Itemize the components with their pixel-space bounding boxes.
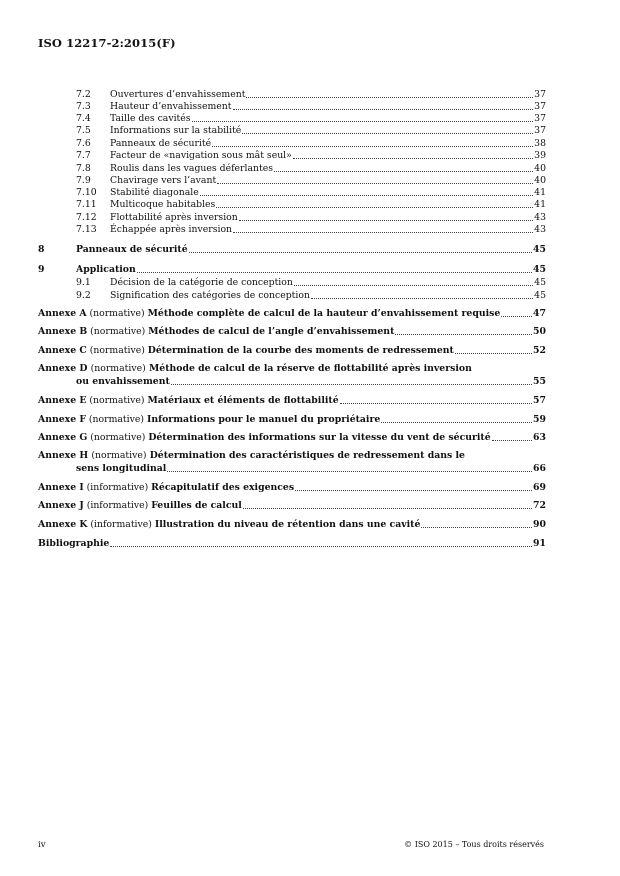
toc-page: 72 (533, 500, 546, 511)
leader-dots (137, 272, 532, 273)
annex-kind: (informative) (86, 482, 149, 493)
toc-title: Détermination des caractéristiques de redressement dans le (149, 450, 465, 461)
toc-title: Facteur de «navigation sous mât seul» (110, 150, 292, 161)
toc-page: 69 (533, 482, 546, 493)
leader-dots (294, 285, 533, 286)
annex-label: Annexe H (38, 450, 89, 461)
leader-dots (216, 207, 533, 208)
toc-title: Matériaux et éléments de flottabilité (147, 395, 339, 406)
leader-dots (189, 252, 532, 253)
toc-page: 40 (534, 163, 546, 174)
toc-title: Application (76, 264, 136, 275)
toc-entry-annex-e[interactable] (38, 393, 546, 406)
toc-number: 7.11 (76, 199, 97, 210)
annex-label: Annexe F (38, 414, 86, 425)
toc-title: Informations pour le manuel du propriétaire (147, 414, 381, 425)
toc-number: 7.7 (76, 150, 91, 161)
document-id: ISO 12217-2:2015(F) (38, 36, 176, 50)
toc-page: 45 (534, 277, 546, 288)
annex-label: Annexe J (38, 500, 84, 511)
annex-label: Annexe I (38, 482, 84, 493)
toc-page: 45 (533, 264, 546, 275)
toc-number: 7.13 (76, 224, 97, 235)
annex-kind: (normative) (88, 414, 145, 425)
toc-page: 37 (534, 113, 546, 124)
toc-page: 41 (534, 187, 546, 198)
leader-dots (395, 334, 532, 335)
toc-entry-annex-i[interactable] (38, 480, 546, 493)
annex-kind: (informative) (90, 519, 152, 530)
toc-number: 7.5 (76, 125, 91, 136)
toc-title: Récapitulatif des exigences (151, 482, 295, 493)
toc-entry-annex-h-line1[interactable] (38, 450, 465, 461)
toc-page: 63 (533, 432, 546, 443)
toc-title: Méthodes de calcul de l’angle d’envahissement (148, 326, 395, 337)
toc-page: 39 (534, 150, 546, 161)
leader-dots (293, 158, 533, 159)
leader-dots (200, 195, 533, 196)
toc-title: Hauteur d’envahissement (110, 101, 232, 112)
toc-entry-annex-b[interactable] (38, 324, 546, 337)
toc-entry-7-5[interactable] (76, 123, 546, 136)
annex-kind: (informative) (86, 500, 149, 511)
toc-title: Multicoque habitables (110, 199, 216, 210)
toc-title: Signification des catégories de conception (110, 290, 310, 301)
leader-dots (233, 232, 533, 233)
toc-page: 59 (533, 414, 546, 425)
toc-page: 43 (534, 212, 546, 223)
toc-entry-9-2[interactable] (76, 288, 546, 301)
toc-number: 7.9 (76, 175, 91, 186)
toc-title: Illustration du niveau de rétention dans une cavité (154, 519, 421, 530)
toc-entry-annex-g[interactable] (38, 430, 546, 443)
leader-dots (274, 171, 533, 172)
toc-entry-7-13[interactable] (76, 222, 546, 235)
annex-kind: (normative) (89, 345, 145, 356)
toc-number: 7.12 (76, 212, 97, 223)
leader-dots (421, 527, 532, 528)
toc-title: Flottabilité après inversion (110, 212, 238, 223)
toc-entry-annex-c[interactable] (38, 343, 546, 356)
leader-dots (340, 403, 532, 404)
toc-page: 40 (534, 175, 546, 186)
annex-label: Annexe D (38, 363, 88, 374)
toc-title: Échappée après inversion (110, 224, 233, 235)
leader-dots (239, 220, 533, 221)
toc-page: 43 (534, 224, 546, 235)
toc-number: 7.6 (76, 138, 91, 149)
toc-number: 7.3 (76, 101, 91, 112)
toc-entry-annex-j[interactable] (38, 498, 546, 511)
toc-title: Chavirage vers l’avant (110, 175, 217, 186)
leader-dots (492, 440, 532, 441)
toc-entry-annex-h[interactable] (76, 461, 546, 474)
leader-dots (212, 146, 533, 147)
annex-kind: (normative) (90, 363, 146, 374)
toc-page: 47 (533, 308, 546, 319)
annex-label: Annexe A (38, 308, 87, 319)
annex-kind: (normative) (91, 450, 147, 461)
annex-label: Annexe B (38, 326, 88, 337)
annex-label: Annexe G (38, 432, 88, 443)
leader-dots (217, 183, 533, 184)
toc-page: 41 (534, 199, 546, 210)
toc-title: Feuilles de calcul (151, 500, 242, 511)
toc-number: 7.4 (76, 113, 91, 124)
annex-kind: (normative) (89, 308, 145, 319)
leader-dots (381, 422, 532, 423)
leader-dots (501, 316, 532, 317)
toc-page: 45 (533, 244, 546, 255)
page-number: iv (38, 840, 46, 850)
toc-entry-7-11[interactable] (76, 197, 546, 210)
toc-title: Méthode de calcul de la réserve de flottabilité après inversion (149, 363, 472, 374)
toc-page: 37 (534, 89, 546, 100)
annex-kind: (normative) (89, 395, 145, 406)
toc-title: Détermination des informations sur la vitesse du vent de sécurité (148, 432, 491, 443)
toc-entry-annex-d-line1[interactable] (38, 363, 472, 374)
toc-entry-bibliography[interactable] (38, 536, 546, 549)
toc-page: 91 (533, 538, 546, 549)
toc-number: 9 (38, 264, 45, 275)
toc-page: 37 (534, 101, 546, 112)
toc-page: 37 (534, 125, 546, 136)
toc-entry-7-7[interactable] (76, 148, 546, 161)
leader-dots (192, 121, 534, 122)
toc-title: Taille des cavités (110, 113, 191, 124)
toc-page: 90 (533, 519, 546, 530)
toc-title: Roulis dans les vagues déferlantes (110, 163, 273, 174)
toc-title: Stabilité diagonale (110, 187, 199, 198)
toc-title: Bibliographie (38, 538, 110, 549)
toc-number: 7.2 (76, 89, 91, 100)
leader-dots (311, 298, 533, 299)
leader-dots (167, 471, 532, 472)
leader-dots (110, 546, 532, 547)
toc-page: 57 (533, 395, 546, 406)
toc-title: Informations sur la stabilité (110, 125, 242, 136)
toc-title: Détermination de la courbe des moments de redressement (147, 345, 454, 356)
toc-number: 9.2 (76, 290, 91, 301)
annex-kind: (normative) (90, 326, 146, 337)
toc-page: 45 (534, 290, 546, 301)
leader-dots (246, 97, 533, 98)
toc-title-cont: sens longitudinal (76, 463, 167, 474)
toc-entry-9[interactable] (38, 262, 546, 275)
toc-title: Méthode complète de calcul de la hauteur d’envahissement requise (147, 308, 501, 319)
toc-entry-8[interactable] (38, 242, 546, 255)
toc-title: Panneaux de sécurité (110, 138, 212, 149)
toc-title: Panneaux de sécurité (76, 244, 188, 255)
toc-title: Décision de la catégorie de conception (110, 277, 293, 288)
leader-dots (233, 109, 534, 110)
toc-page: 50 (533, 326, 546, 337)
toc-page: 66 (533, 463, 546, 474)
toc-number: 7.8 (76, 163, 91, 174)
annex-label: Annexe K (38, 519, 88, 530)
toc-number: 7.10 (76, 187, 97, 198)
annex-kind: (normative) (90, 432, 146, 443)
leader-dots (295, 490, 532, 491)
leader-dots (171, 384, 532, 385)
toc-title-cont: ou envahissement (76, 376, 170, 387)
toc-entry-annex-f[interactable] (38, 412, 546, 425)
toc-page: 52 (533, 345, 546, 356)
toc-number: 9.1 (76, 277, 91, 288)
annex-label: Annexe C (38, 345, 87, 356)
leader-dots (243, 508, 532, 509)
annex-label: Annexe E (38, 395, 87, 406)
copyright-notice: © ISO 2015 – Tous droits réservés (404, 840, 544, 849)
toc-entry-annex-a[interactable] (38, 306, 546, 319)
leader-dots (242, 133, 533, 134)
toc-page: 55 (533, 376, 546, 387)
toc-title: Ouvertures d’envahissement (110, 89, 246, 100)
toc-entry-9-1[interactable] (76, 275, 546, 288)
toc-number: 8 (38, 244, 45, 255)
toc-entry-annex-d[interactable] (76, 374, 546, 387)
toc-entry-annex-k[interactable] (38, 517, 546, 530)
leader-dots (455, 353, 532, 354)
toc-page: 38 (534, 138, 546, 149)
